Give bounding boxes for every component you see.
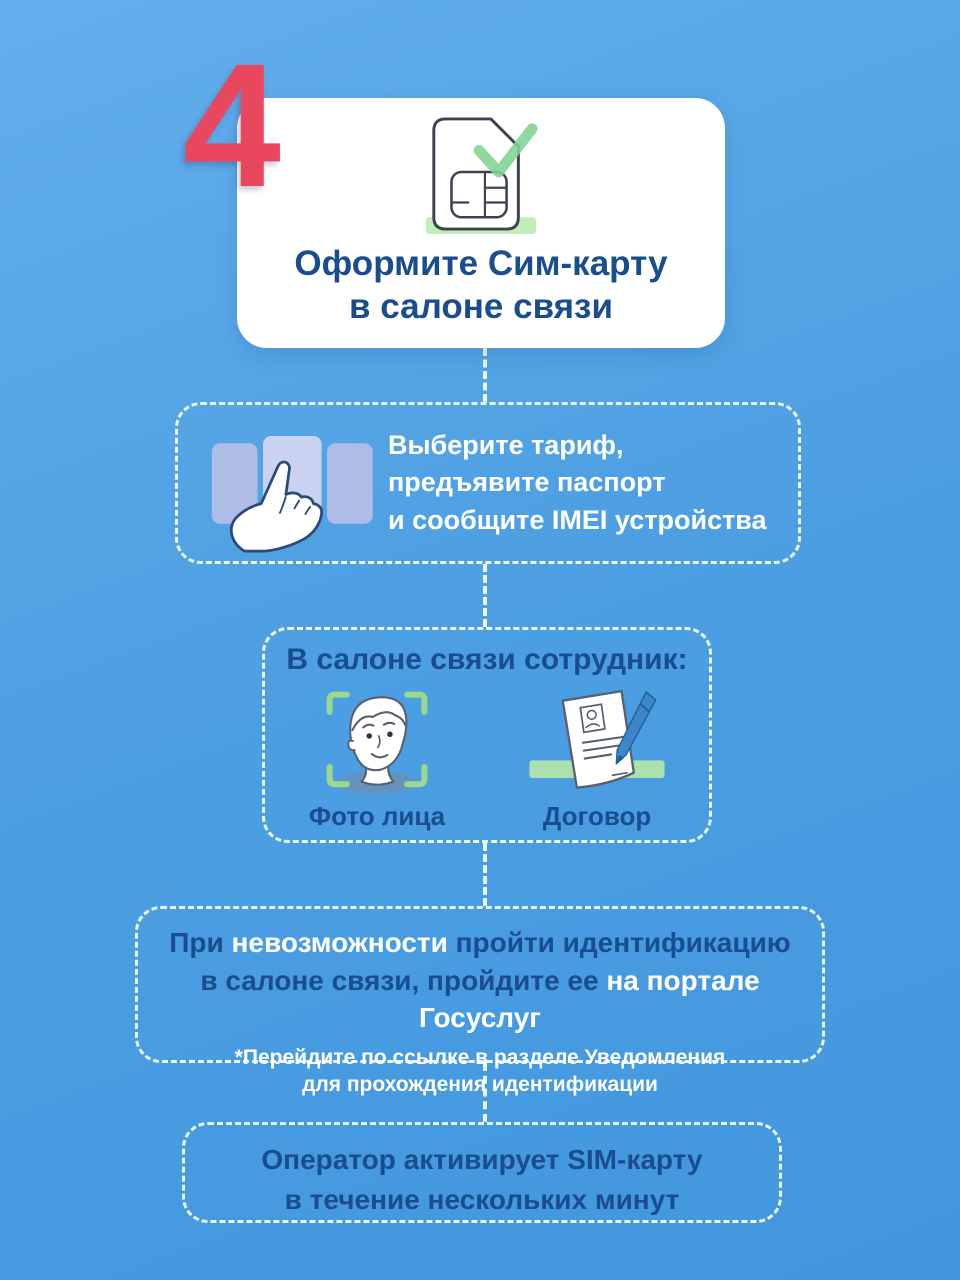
tariff-line-2: предъявите паспорт (388, 467, 666, 498)
header-title-line1: Оформите Сим-карту (294, 244, 668, 283)
salon-title: В салоне связи сотрудник: (286, 643, 688, 676)
identification-line2-seg2: на портале Госуслуг (419, 964, 760, 1034)
step-number: 4 (183, 28, 281, 224)
identification-note-line2: для прохождения идентификации (302, 1073, 658, 1097)
tariff-text (388, 427, 767, 539)
flow-connector-2 (483, 564, 487, 627)
activation-box (182, 1122, 782, 1223)
identification-line1-seg1: При (169, 927, 232, 958)
identification-line1-seg2: невозможности (231, 927, 448, 958)
tariff-box (175, 402, 801, 564)
salon-item-face-photo (295, 685, 459, 832)
contract-pen-icon (515, 685, 679, 799)
identification-note-line1: *Перейдите по ссылке в разделе Уведомления (234, 1045, 726, 1069)
identification-line2-seg1: в салоне связи, пройдите ее (200, 964, 607, 996)
tariff-line-3: и сообщите IMEI устройства (388, 504, 767, 535)
flow-connector-1 (483, 348, 487, 402)
flow-connector-3 (483, 843, 487, 906)
activation-text (185, 1140, 779, 1220)
salon-box (262, 627, 712, 843)
identification-note (138, 1044, 822, 1099)
contract-label: Договор (542, 801, 652, 831)
face-photo-label: Фото лица (308, 801, 446, 831)
identification-line1-seg3: пройти идентификацию (447, 927, 791, 958)
tariff-line-1: Выберите тариф, (388, 430, 624, 461)
sim-card-check-icon (237, 108, 725, 242)
header-card (237, 98, 725, 348)
identification-line-2 (138, 962, 822, 1037)
identification-line-1 (138, 924, 822, 962)
activation-line-1: Оператор активирует SIM-карту (261, 1144, 703, 1175)
face-photo-scan-icon (295, 685, 459, 799)
hand-choosing-tariff-icon (206, 425, 374, 558)
salon-item-contract (515, 685, 679, 832)
identification-text (138, 924, 822, 1037)
gosuslugi-box (135, 906, 825, 1097)
activation-line-2: в течение нескольких минут (284, 1183, 680, 1215)
salon-items-row (265, 685, 709, 832)
header-title-line2: в салоне связи (349, 287, 613, 327)
